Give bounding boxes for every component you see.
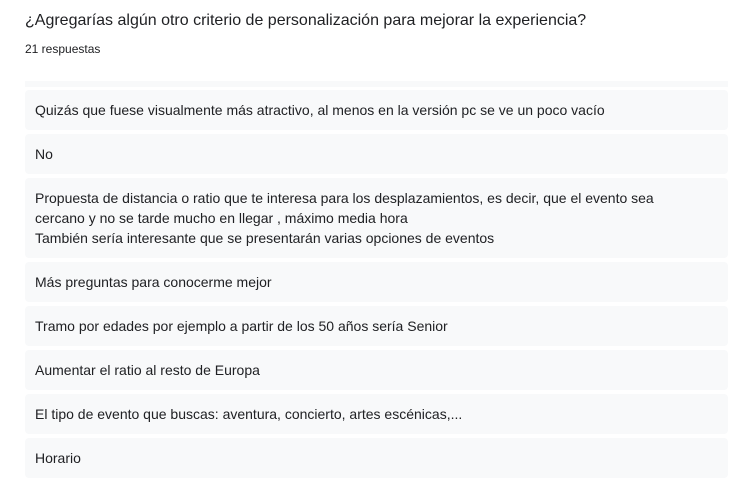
response-item (25, 178, 728, 258)
response-item (25, 350, 728, 390)
list-top-strip (25, 81, 728, 87)
response-item (25, 394, 728, 434)
response-item (25, 306, 728, 346)
response-text: Horario (35, 450, 81, 466)
responses-list[interactable] (25, 81, 728, 488)
question-title: ¿Agregarías algún otro criterio de personalización para mejorar la experiencia? (25, 12, 587, 29)
response-text: cercano y no se tarde mucho en llegar , máximo media hora (35, 210, 408, 226)
response-text: El tipo de evento que buscas: aventura, concierto, artes escénicas,... (35, 406, 463, 422)
response-text: No (35, 146, 53, 162)
response-text: También sería interesante que se presentarán varias opciones de eventos (35, 230, 495, 246)
response-text: Más preguntas para conocerme mejor (35, 274, 272, 290)
response-count: 21 respuestas (25, 42, 101, 56)
response-item (25, 438, 728, 478)
response-text: Quizás que fuese visualmente más atractivo, al menos en la versión pc se ve un poco vacío (35, 102, 605, 118)
response-text: Propuesta de distancia o ratio que te interesa para los desplazamientos, es decir, que el evento sea (35, 190, 654, 206)
response-text: Aumentar el ratio al resto de Europa (35, 362, 260, 378)
response-text: Tramo por edades por ejemplo a partir de los 50 años sería Senior (35, 318, 448, 334)
response-item (25, 262, 728, 302)
response-item (25, 90, 728, 130)
response-item (25, 134, 728, 174)
